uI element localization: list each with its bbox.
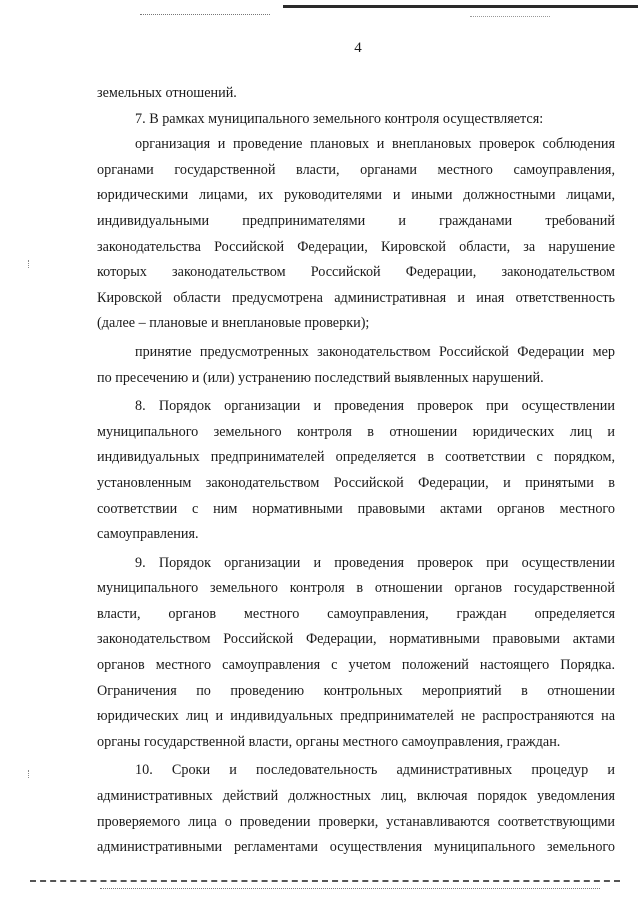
text-line: законодательством Российской Федерации, нормативными правовыми актами xyxy=(97,631,615,648)
text-line: власти, органов местного самоуправления, граждан определяется xyxy=(97,605,615,622)
text-line: административных действий должностных лиц, включая порядок уведомления xyxy=(97,788,615,805)
text-line: по пресечению и (или) устранению последствий выявленных нарушений. xyxy=(97,369,544,386)
text-line: установленным законодательством Российской Федерации, и принятыми в xyxy=(97,474,615,491)
text-line: соответствии с ним нормативными правовыми актами органов местного xyxy=(97,500,615,517)
text-line: самоуправления. xyxy=(97,526,199,543)
paragraph-10 xyxy=(97,758,615,860)
text-line: индивидуальными предпринимателями и гражданами требований xyxy=(97,212,615,229)
text-line: муниципального земельного контроля в отношении юридических лиц и xyxy=(97,423,615,440)
text-line: законодательства Российской Федерации, Кировской области, за нарушение xyxy=(97,238,615,255)
text-line: Кировской области предусмотрена административная и иная ответственность xyxy=(97,289,615,306)
text-line: органами государственной власти, органами местного самоуправления, xyxy=(97,161,615,178)
paragraph-7-item-1 xyxy=(97,132,615,337)
paragraph-7-item-2 xyxy=(97,340,615,391)
margin-mark xyxy=(28,260,32,268)
text-line: органов местного самоуправления с учетом положений настоящего Порядка. xyxy=(97,657,615,674)
page-number: 4 xyxy=(354,40,362,56)
paragraph-7-heading: 7. В рамках муниципального земельного контроля осуществляется: xyxy=(135,110,544,127)
text-line: организация и проведение плановых и внеплановых проверок соблюдения xyxy=(135,136,615,153)
text-line: юридическими лицами, их руководителями и иными должностными лицами, xyxy=(97,187,615,204)
text-line: индивидуальных предпринимателей определяется в соответствии с порядком, xyxy=(97,449,615,466)
text-line: муниципального земельного контроля в отношении органов государственной xyxy=(97,580,615,597)
document-body xyxy=(97,81,615,861)
margin-mark-lower xyxy=(28,770,32,778)
bottom-scan-noise-secondary xyxy=(100,888,600,891)
text-line: (далее – плановые и внеплановые проверки); xyxy=(97,315,370,332)
text-line: 8. Порядок организации и проведения проверок при осуществлении xyxy=(135,398,615,415)
paragraph-8 xyxy=(97,394,615,548)
text-line: которых законодательством Российской Федерации, законодательством xyxy=(97,264,615,281)
text-line: 10. Сроки и последовательность административных процедур и xyxy=(135,762,615,779)
scan-bottom-artifacts xyxy=(0,870,640,905)
top-scan-specks xyxy=(140,14,270,17)
text-line: 9. Порядок организации и проведения проверок при осуществлении xyxy=(135,554,615,571)
text-line: проверяемого лица о проведении проверки, устанавливаются соответствующими xyxy=(97,813,615,830)
bottom-scan-noise xyxy=(30,880,620,884)
paragraph-9 xyxy=(97,551,615,756)
top-scan-rule xyxy=(283,5,638,8)
text-line: административными регламентами осуществления муниципального земельного xyxy=(97,839,615,856)
scan-top-artifacts xyxy=(0,0,640,30)
text-line: юридических лиц и индивидуальных предпринимателей не распространяются на xyxy=(97,708,615,725)
top-scan-specks-right xyxy=(470,16,550,19)
paragraph-continuation: земельных отношений. xyxy=(97,85,237,101)
text-line: принятие предусмотренных законодательством Российской Федерации мер xyxy=(135,343,615,360)
text-line: органы государственной власти, органы местного самоуправления, граждан. xyxy=(97,733,561,750)
text-line: Ограничения по проведению контрольных мероприятий в отношении xyxy=(97,682,615,699)
